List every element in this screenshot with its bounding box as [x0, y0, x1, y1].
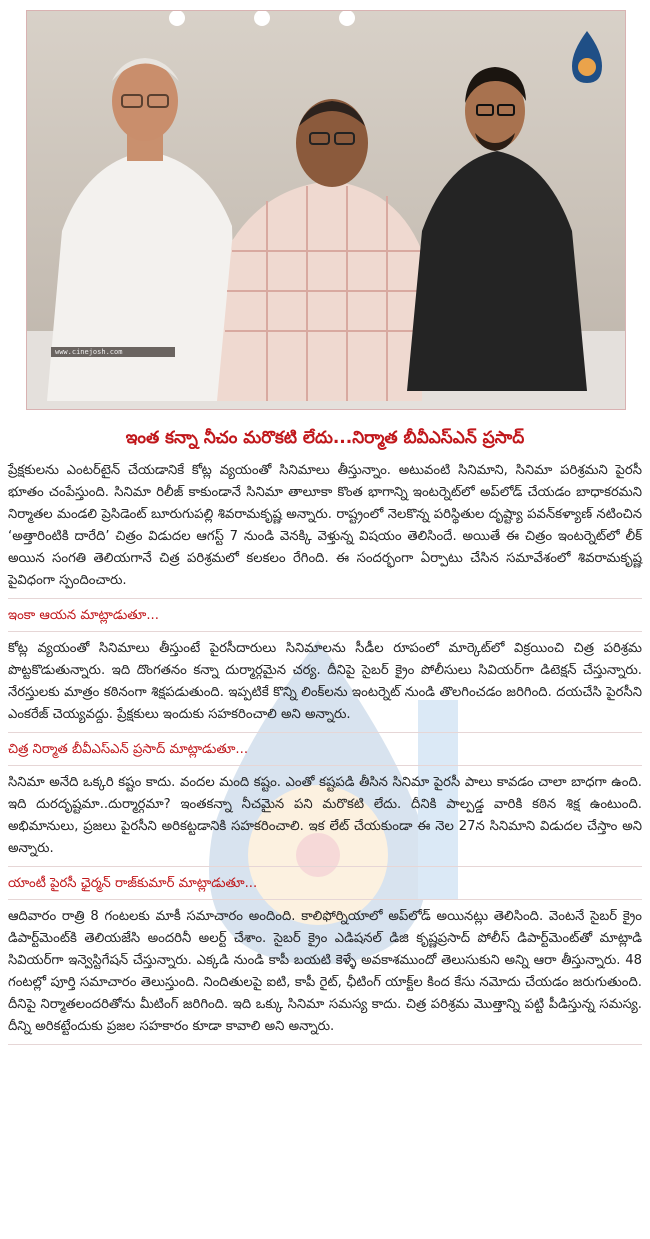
article-headline: ఇంత కన్నా నీచం మరొకటి లేదు...నిర్మాత బీవీఎస్ఎన్ ప్రసాద్: [125, 428, 525, 448]
section-subhead: ఇంకా ఆయన మాట్లాడుతూ...: [8, 605, 642, 632]
site-watermark-tag: www.cinejosh.com: [51, 347, 175, 357]
section-subhead: చిత్ర నిర్మాత బీవీఎస్ఎన్ ప్రసాద్ మాట్లాడుతూ...: [8, 739, 642, 766]
article-paragraph: ప్రేక్షకులను ఎంటర్‌టైన్ చేయడానికే కోట్ల వ్యయంతో సినిమాలు తీస్తున్నాం. అటువంటి సినిమాని, సినిమా పరిశ్రమని పైరసీ భూతం చంపేస్తుంది. సినిమా రిలీజ్ కాకుండానే సినిమా తాలూకా కొంత భాగాన్ని ఇంటర్నెట్‌లో అప్‌లోడ్ చేయడం బాధాకరమని నిర్మాతల మండలి ప్రెసిడెంట్ బూరుగుపల్లి శివరామకృష్ణ అన్నారు. రాష్ట్రంలో నెలకొన్న పరిస్థితుల దృష్ట్యా పవన్‌కళ్యాణ్ నటించిన ‘అత్తారింటికి దారేది’ చిత్రం విడుదల ఆగస్ట్ 7 నుండి వెనక్కి వెళ్తున్న విషయం తెలిసిందే. అయితే ఈ చిత్రం ఇంటర్నెట్‌లో లీక్ అయిన సంగతి తెలియగానే చిత్ర పరిశ్రమలో కలకలం రేగింది. ఈ సందర్భంగా ఏర్పాటు చేసిన సమావేశంలో శివరామకృష్ణ పైవిధంగా స్పందించారు.: [8, 460, 642, 599]
article-paragraph: సినిమా అనేది ఒక్కరి కష్టం కాదు. వందల మంది కష్టం. ఎంతో కష్టపడి తీసిన సినిమా పైరసీ పాలు కావడం చాలా బాధగా ఉంది. ఇది దురదృష్టమా..దుర్మార్గమా? ఇంతకన్నా నీచమైన పని మరొకటి లేదు. దీనికి పాల్పడ్డ వారికి కఠిన శిక్ష ఉంటుంది. అభిమానులు, ప్రజలు పైరసీని అరికట్టడానికి సహకరించాలి. ఇక లేట్ చేయకుండా ఈ నెల 27న సినిమాని విడుదల చేస్తాం అని అన్నారు.: [8, 772, 642, 867]
article-body: [8, 460, 642, 1051]
article-paragraph: కోట్ల వ్యయంతో సినిమాలు తీస్తుంటే పైరసీదారులు సినిమాలను సీడీల రూపంలో మార్కెట్‌లో విక్రయించి చిత్ర పరిశ్రమ పొట్టకొడుతున్నారు. ఇది దొంగతనం కన్నా దుర్మార్గమైన చర్య. దీనిపై సైబర్ క్రైం పోలీసులు సివియర్‌గా డిటెక్షన్ చేస్తున్నారు. నేరస్తులకు మాత్రం కఠినంగా శిక్షపడుతుంది. ఇప్పటికే కొన్ని లింక్‌లను ఇంటర్నెట్ నుండి తొలగించడం జరిగింది. దయచేసి పైరసీని ఎంకరేజ్ చెయ్యవద్దు. ప్రేక్షకులు ఇందుకు సహకరించాలి అని అన్నారు.: [8, 638, 642, 733]
section-subhead: యాంటీ పైరసీ ఛైర్మన్ రాజ్‌కుమార్ మాట్లాడుతూ...: [8, 873, 642, 900]
press-meet-photo: [26, 10, 626, 410]
article-paragraph: ఆదివారం రాత్రి 8 గంటలకు మాకీ సమాచారం అందింది. కాలిఫోర్నియాలో అప్‌లోడ్ అయినట్లు తెలిసింది. వెంటనే సైబర్ క్రైం డిపార్ట్‌మెంట్‌కి తెలియజేసి అందరినీ అలర్ట్ చేశాం. సైబర్ క్రైం ఎడిషనల్ డిజి కృష్ణప్రసాద్ పోలీస్ డిపార్ట్‌మెంట్‌తో మాట్లాడి సివియర్‌గా ఇన్వెస్టిగేషన్ చేస్తున్నారు. ఎక్కడి నుండి కాపీ బయటి కెళ్ళే అవకాశముందో తెలుసుకుని అన్ని ఆరా తీస్తున్నారు. 48 గంటల్లో పూర్తి సమాచారం తెలుస్తుంది. నిందితులపై ఐటి, కాపీ రైట్, ఛీటింగ్ యాక్ట్‌ల కింద కేసు నమోదు చేయడం జరుగుతుంది. దీనిపై నిర్మాతలందరితోను మీటింగ్ జరిగింది. ఇది ఒక్కు సినిమా సమస్య కాదు. చిత్ర పరిశ్రమ మొత్తాన్ని పట్టి పీడిస్తున్న సమస్య. దీన్ని అరికట్టేందుకు ప్రజల సహకారం కూడా కావాలి అని అన్నారు.: [8, 906, 642, 1045]
